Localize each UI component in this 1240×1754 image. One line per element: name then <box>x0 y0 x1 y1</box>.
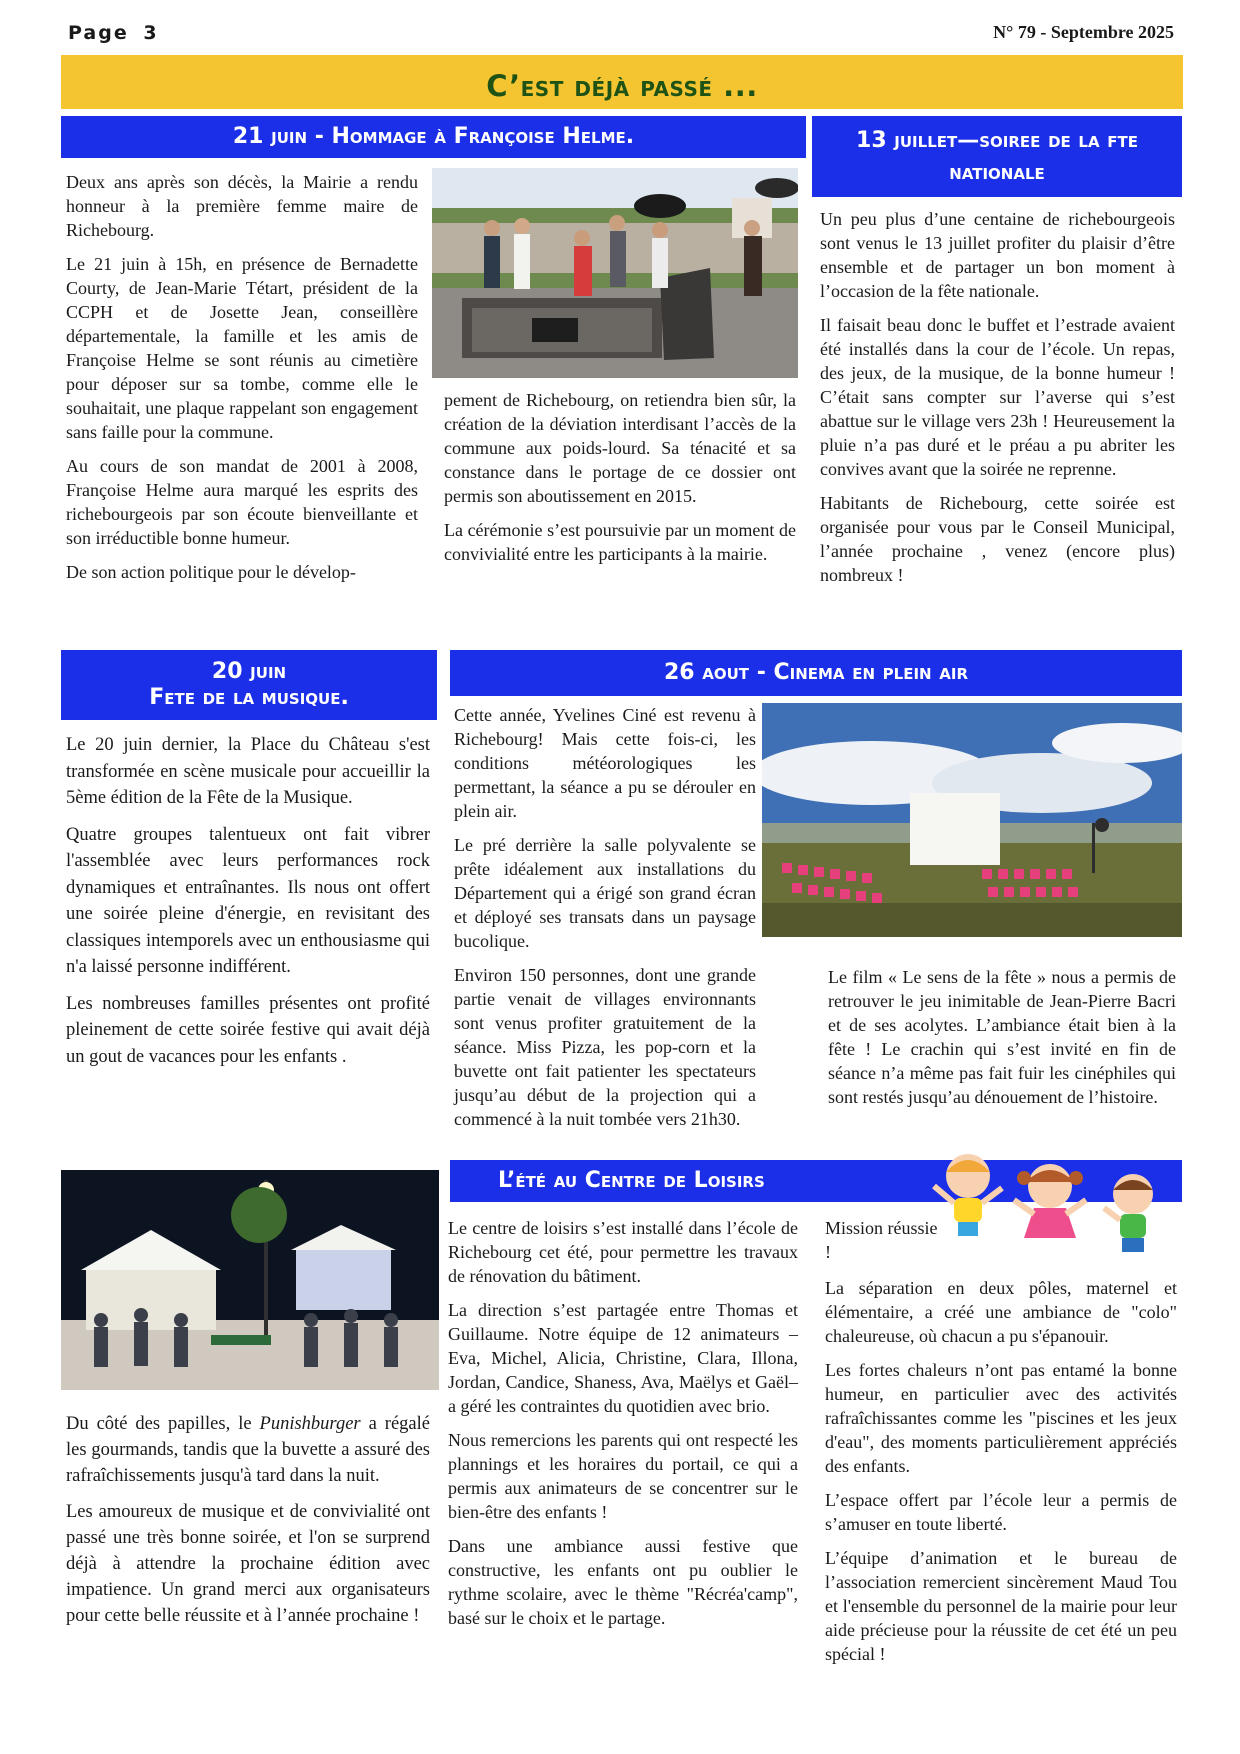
paragraph: Les nombreuses familles présentes ont profité pleinement de cette soirée festive qui avait déjà un gout de vacances pour les enfants . <box>66 993 430 1067</box>
paragraph: Mission réussie ! <box>825 1218 938 1262</box>
loisirs-mission <box>825 1216 945 1274</box>
kids-illustration <box>928 1148 1178 1262</box>
cinema-col1 <box>454 703 756 1141</box>
title-line: Fete de la musique. <box>149 685 349 710</box>
loisirs-col1 <box>448 1216 798 1640</box>
paragraph: Nous remercions les parents qui ont respecté les plannings et les horaires du portail, ce qui a permis aux animateurs de se concentrer sur le bien-être des enfants ! <box>448 1430 798 1522</box>
paragraph: Les fortes chaleurs n’ont pas entamé la bonne humeur, en particulier avec des activités rafraîchissantes comme les "piscines et les jeux d'eau", des moments particulièrement appréciés des enfants. <box>825 1360 1177 1476</box>
paragraph: La séparation en deux pôles, maternel et élémentaire, a créé une ambiance de "colo" chaleureuse, où chacun a pu s'épanouir. <box>825 1278 1177 1346</box>
loisirs-col2 <box>825 1276 1177 1676</box>
cinema-col2 <box>828 965 1176 1119</box>
section-title-hommage: 21 juin - Hommage à Françoise Helme. <box>61 116 806 158</box>
section-title-cinema: 26 aout - Cinema en plein air <box>450 650 1182 696</box>
music-night-photo <box>61 1170 439 1390</box>
paragraph: Environ 150 personnes, dont une grande partie venait de villages environnants sont venus profiter gratuitement de la séance. Miss Pizza, les pop-corn et la buvette ont fait patienter les spectateurs jusqu’au début de la projection qui a commencé à la nuit tombée vers 21h30. <box>454 965 756 1129</box>
paragraph: Le 21 juin à 15h, en présence de Bernadette Courty, de Jean-Marie Tétart, président de la CCPH et de Josette Jean, conseillère départementale, la famille et les amis de Françoise Helme se sont réunis au cimetière pour déposer sur sa tombe, comme elle le souhaitait, une plaque rappelant son engagement sans faille pour la commune. <box>66 254 418 442</box>
paragraph: Le pré derrière la salle polyvalente se prête idéalement aux installations du Département qui a érigé son grand écran et déployé ses transats dans un paysage bucolique. <box>454 835 756 951</box>
restaurant-name: Punishburger <box>259 1414 361 1434</box>
hommage-col1 <box>66 170 418 594</box>
paragraph: L’espace offert par l’école leur a permis de s’amuser en toute liberté. <box>825 1490 1177 1534</box>
paragraph: Habitants de Richebourg, cette soirée est organisée pour vous par le Conseil Municipal, l’année prochaine , venez (encore plus) nombreux ! <box>820 493 1175 585</box>
text-run: a régalé les gourmands, tandis que la buvette a assuré des rafraîchissements jusqu'à tard dans la nuit. <box>66 1414 430 1486</box>
section-title-fete-musique <box>61 650 437 720</box>
title-line: 20 juin <box>211 659 287 684</box>
paragraph: La cérémonie s’est poursuivie par un moment de convivialité entre les participants à la mairie. <box>444 520 796 564</box>
paragraph: Le 20 juin dernier, la Place du Château s'est transformée en scène musicale pour accueillir la 5ème édition de la Fête de la Musique. <box>66 735 430 808</box>
page-banner <box>61 55 1183 109</box>
paragraph: Un peu plus d’une centaine de richebourgeois sont venus le 13 juillet profiter du plaisir d’être ensemble et de partager un bon moment à l’occasion de la fête nationale. <box>820 209 1175 301</box>
issue-label: N° 79 - Septembre 2025 <box>993 22 1174 42</box>
hommage-col2 <box>444 388 796 576</box>
paragraph: Dans une ambiance aussi festive que constructive, les enfants ont pu oublier le rythme scolaire, avec le thème "Récréa'camp", basé sur le choix et le partage. <box>448 1536 798 1628</box>
section-title-loisirs: L’été au Centre de Loisirs <box>450 1160 1182 1202</box>
paragraph: Deux ans après son décès, la Mairie a rendu honneur à la première femme maire de Richebourg. <box>66 172 418 240</box>
paragraph: Le centre de loisirs s’est installé dans l’école de Richebourg cet été, pour permettre les travaux de rénovation du bâtiment. <box>448 1218 798 1286</box>
page-title: C’est déjà passé ... <box>486 69 758 103</box>
open-air-cinema-photo <box>762 703 1182 937</box>
paragraph: Cette année, Yvelines Ciné est revenu à Richebourg! Mais cette fois-ci, les conditions météorologiques les permettant, la séance a pu se dérouler en plein air. <box>454 705 756 821</box>
fete-nationale-text <box>820 207 1175 597</box>
paragraph: pement de Richebourg, on retiendra bien sûr, la création de la déviation interdisant l’accès de la commune aux poids-lourd. Sa ténacité et sa constance dans le portage de ce dossier ont permis son aboutissement en 2015. <box>444 390 796 506</box>
paragraph: L’équipe d’animation et le bureau de l’association remercient sincèrement Maud Tou et l'ensemble du personnel de la mairie pour leur aide précieuse pour la réussite de cet été un peu spécial ! <box>825 1548 1177 1664</box>
paragraph: Les amoureux de musique et de convivialité ont passé une très bonne soirée, et l'on se surprend déjà à attendre la prochaine édition avec impatience. Un grand merci aux organisateurs pour cette belle réussite et à l’année prochaine ! <box>66 1502 430 1626</box>
paragraph: Quatre groupes talentueux ont fait vibrer l'assemblée avec leurs performances rock dynamiques et entraînantes. Ils nous ont offert une soirée pleine d'énergie, en revisitant des classiques intemporels avec un enthousiasme qui n'a laissé personne indifférent. <box>66 824 430 977</box>
paragraph: Il faisait beau donc le buffet et l’estrade avaient été installés dans la cour de l’école. Un repas, des jeux, de la musique, de la bonne humeur ! C’était sans compter sur l’averse qui s’est abattue sur le village vers 23h ! Heureusement la pluie n’a pas duré et le préau a pu abriter les convives avant que la soirée ne reprenne. <box>820 315 1175 479</box>
paragraph: Le film « Le sens de la fête » nous a permis de retrouver le jeu inimitable de Jean-Pierre Bacri et de ses acolytes. L’ambiance était bien à la fête ! Le crachin qui s’est invité en fin de séance n’a même pas fait fuir les cinéphiles qui sont restés jusqu’au dénouement de l’histoire. <box>828 967 1176 1107</box>
paragraph: De son action politique pour le dévelop- <box>66 562 356 582</box>
fete-musique-after <box>66 1411 430 1639</box>
text-run: Du côté des papilles, le <box>66 1414 260 1434</box>
fete-musique-text <box>66 732 430 1080</box>
paragraph: La direction s’est partagée entre Thomas et Guillaume. Notre équipe de 12 animateurs – Eva, Michel, Alicia, Christine, Clara, Illona, Jordan, Candice, Shaness, Ava, Maëlys et Gaël– a géré les contraintes du quotidien avec brio. <box>448 1300 798 1416</box>
paragraph <box>66 1411 430 1489</box>
section-title-fete-nationale: 13 juillet—soiree de la fte nationale <box>812 116 1182 197</box>
paragraph: Au cours de son mandat de 2001 à 2008, Françoise Helme aura marqué les esprits des richebourgeois par son écoute bienveillante et son irréductible bonne humeur. <box>66 456 418 548</box>
page-number: Page 3 <box>68 22 159 44</box>
cemetery-photo <box>432 168 798 378</box>
